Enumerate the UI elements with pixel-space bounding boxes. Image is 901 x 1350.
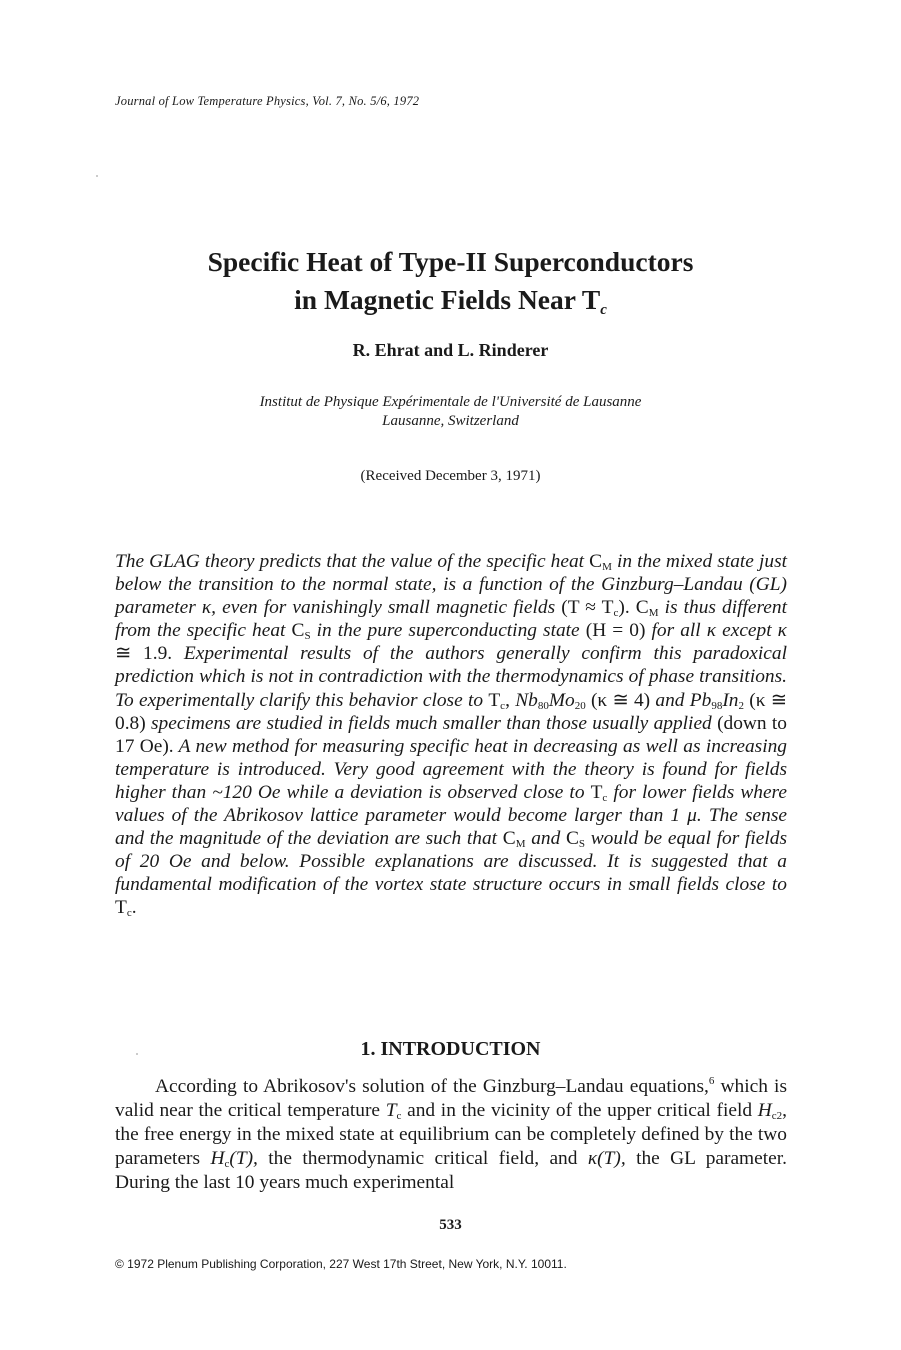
affiliation-line-2: Lausanne, Switzerland: [382, 413, 519, 429]
received-date: (Received December 3, 1971): [360, 468, 541, 484]
scan-speck: [136, 1053, 138, 1055]
title-line-1: Specific Heat of Type-II Superconductors: [207, 246, 694, 277]
journal-header: Journal of Low Temperature Physics, Vol. 7, No. 5/6, 1972: [115, 94, 420, 108]
reference-superscript: 6: [708, 1075, 715, 1087]
title-line-2: in Magnetic Fields Near $T_c$: [294, 284, 607, 318]
affiliation: [0, 393, 901, 431]
copyright-footer: © 1972 Plenum Publishing Corporation, 227 West 17th Street, New York, N.Y. 10011.: [115, 1257, 567, 1271]
author-list: R. Ehrat and L. Rinderer: [352, 340, 549, 360]
paper-title: [0, 243, 901, 329]
affiliation-line-1: Institut de Physique Expérimentale de l'Université de Lausanne: [259, 394, 642, 410]
scan-speck: [96, 175, 98, 177]
abstract: The GLAG theory predicts that the value of the specific heat $C_M$ in the mixed state just below the transition to the normal state, is a function of the Ginzburg–Landau (GL) parameter κ, even for vanishingly small magnetic fields $(T \approx T_c)$. $C_M$ is thus different from the specific heat $C_S$ in the pure superconducting state (H = 0) for all κ except κ ≅ 1.9. Experimental results of the authors generally confirm this paradoxical prediction which is not in contradiction with the thermodynamics of phase transitions. To experimentally clarify this behavior close to $T_c$, $Nb_{80}Mo_{20}$ (κ ≅ 4) and $Pb_{98}In_2$ (κ ≅ 0.8) specimens are studied in fields much smaller than those usually applied (down to 17 Oe). A new method for measuring specific heat in decreasing as well as increasing temperature is introduced. Very good agreement with the theory is found for fields higher than ~120 Oe while a deviation is observed close to $T_c$ for lower fields where values of the Abrikosov lattice parameter would become larger than 1 μ. The sense and the magnitude of the deviation are such that $C_M$ and $C_S$ would be equal for fields of 20 Oe and below. Possible explanations are discussed. It is suggested that a fundamental modification of the vortex state structure occurs in small fields close to $T_c$.: [115, 551, 788, 920]
page-number: 533: [439, 1217, 462, 1233]
introduction-paragraph: According to Abrikosov's solution of the Ginzburg–Landau equations,$^6$ which is valid near the critical temperature $T_c$ and in the vicinity of the upper critical field $H_{c2}$, the free energy in the mixed state at equilibrium can be completely defined by the two parameters $H_c(T)$, the thermodynamic critical field, and κ(T), the GL parameter. During the last 10 years much experimental: [115, 1075, 788, 1193]
section-heading-introduction: 1. INTRODUCTION: [360, 1038, 541, 1060]
